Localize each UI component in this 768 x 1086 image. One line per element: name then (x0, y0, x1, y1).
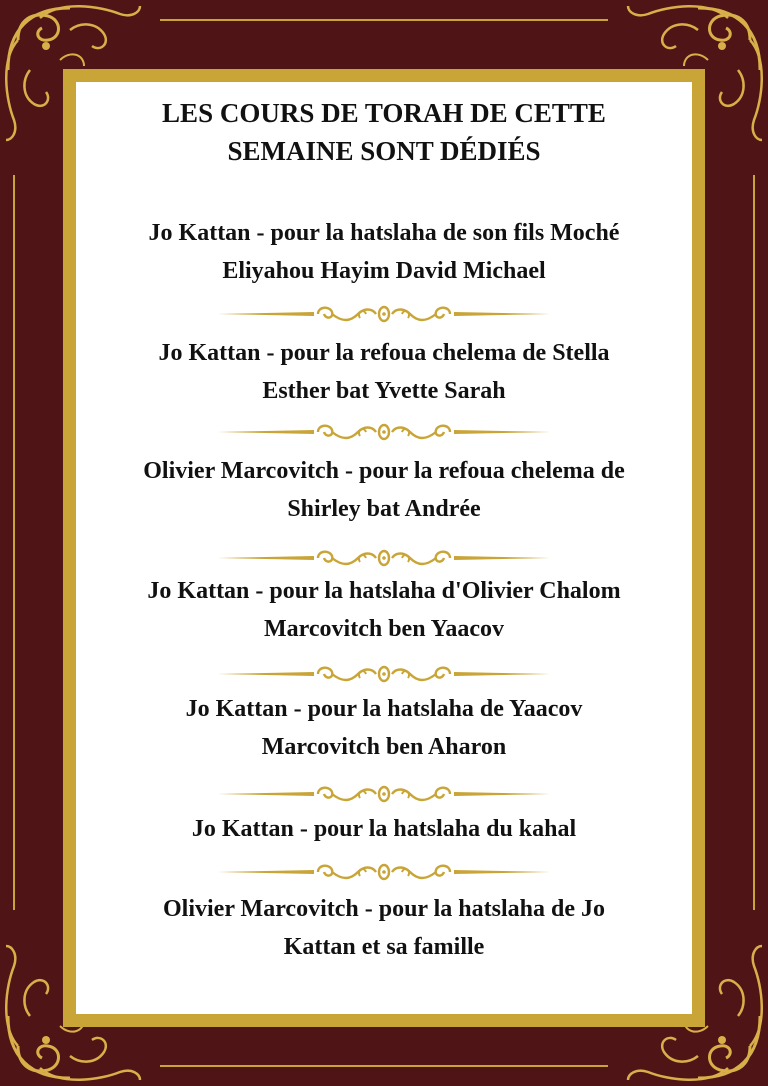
swirl-divider-icon (218, 860, 550, 884)
dedication-line-1: Jo Kattan - pour la hatslaha de Yaacov (185, 696, 583, 722)
dedication-line-1: Jo Kattan - pour la hatslaha de son fils Moché (148, 220, 620, 246)
swirl-divider-icon (218, 302, 550, 326)
dedication-line-2: Eliyahou Hayim David Michael (222, 258, 546, 284)
swirl-divider-icon (218, 662, 550, 686)
dedication-line-1: Jo Kattan - pour la refoua chelema de Stella (158, 340, 610, 366)
dedication-line-2: Esther bat Yvette Sarah (262, 378, 506, 404)
dedication-item (90, 214, 678, 290)
dedication-item (90, 572, 678, 648)
dedication-item (90, 810, 678, 848)
swirl-divider-icon (218, 546, 550, 570)
title-line-2: SEMAINE SONT DÉDIÉS (227, 136, 541, 166)
swirl-divider-icon (218, 782, 550, 806)
swirl-divider-icon (218, 420, 550, 444)
dedication-line-1: Olivier Marcovitch - pour la hatslaha de Jo (163, 896, 605, 922)
page-title (0, 94, 768, 170)
dedication-line-1: Jo Kattan - pour la hatslaha d'Olivier Chalom (147, 578, 621, 604)
dedication-line-1: Olivier Marcovitch - pour la refoua chelema de (143, 458, 625, 484)
title-line-1: LES COURS DE TORAH DE CETTE (162, 98, 606, 128)
dedication-item (90, 890, 678, 966)
dedication-item (90, 452, 678, 528)
dedication-item (90, 690, 678, 766)
dedication-line-2: Marcovitch ben Yaacov (264, 616, 504, 642)
dedication-line-1: Jo Kattan - pour la hatslaha du kahal (191, 816, 577, 842)
dedication-line-2: Shirley bat Andrée (287, 496, 481, 522)
dedication-line-2: Marcovitch ben Aharon (261, 734, 507, 760)
dedication-item (90, 334, 678, 410)
dedication-line-2: Kattan et sa famille (283, 934, 485, 960)
